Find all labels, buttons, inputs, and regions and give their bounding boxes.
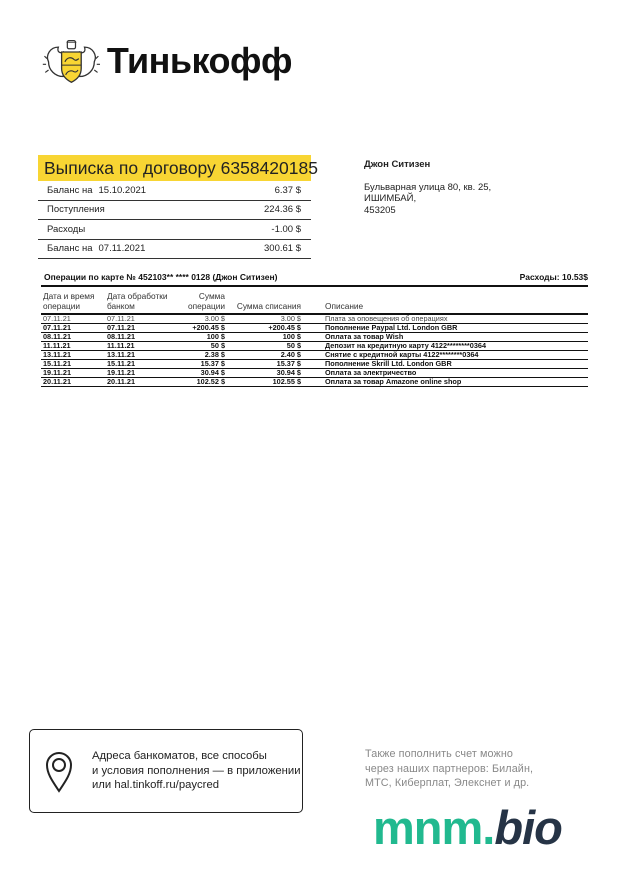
cell-op-date: 11.11.21 <box>41 342 105 351</box>
watermark-part2: bio <box>494 801 562 854</box>
cell-description: Пополнение Skrill Ltd. London GBR <box>303 360 588 369</box>
col-bank-date: Дата обработки банком <box>105 286 183 314</box>
summary-label: Баланс на <box>47 243 93 255</box>
summary-row-income <box>38 201 311 221</box>
atm-info-box <box>29 729 303 813</box>
col-description: Описание <box>303 286 588 314</box>
summary-date: 15.10.2021 <box>98 184 147 196</box>
partners-line1: Также пополнить счет можно <box>365 748 513 760</box>
summary-value: 6.37 $ <box>274 184 301 196</box>
cell-debit-amount: 30.94 $ <box>227 369 303 378</box>
summary-row-opening-balance <box>38 181 311 201</box>
brand-name: Тинькофф <box>106 40 292 81</box>
cell-op-amount: 102.52 $ <box>183 378 227 387</box>
table-header-row <box>41 286 588 314</box>
cell-op-date: 07.11.21 <box>41 314 105 324</box>
cell-description: Плата за оповещения об операциях <box>303 314 588 324</box>
col-debit-amount: Сумма списания <box>227 286 303 314</box>
cell-op-amount: +200.45 $ <box>183 324 227 333</box>
summary-label: Поступления <box>47 204 105 216</box>
partners-line2: через наших партнеров: Билайн, <box>365 762 534 775</box>
map-pin-icon <box>44 749 74 793</box>
client-address-line2: ИШИМБАЙ, <box>364 193 417 204</box>
client-address-line1: Бульварная улица 80, кв. 25, <box>364 181 492 193</box>
cell-debit-amount: 15.37 $ <box>227 360 303 369</box>
client-info <box>364 159 564 216</box>
cell-bank-date: 07.11.21 <box>105 314 183 324</box>
table-row <box>41 378 588 387</box>
cell-op-date: 15.11.21 <box>41 360 105 369</box>
tinkoff-shield-emblem-icon <box>42 32 101 90</box>
cell-op-amount: 50 $ <box>183 342 227 351</box>
cell-bank-date: 20.11.21 <box>105 378 183 387</box>
operations-header <box>44 272 588 282</box>
summary-value: 300.61 $ <box>264 243 301 255</box>
operations-title: Операции по карте № 452103** **** 0128 (Джон Ситизен) <box>44 272 278 282</box>
client-postcode: 453205 <box>364 204 396 216</box>
cell-debit-amount: +200.45 $ <box>227 324 303 333</box>
watermark <box>373 800 562 856</box>
info-line3-link: или hal.tinkoff.ru/paycred <box>92 779 220 792</box>
cell-description: Оплата за товар Amazone online shop <box>303 378 588 387</box>
summary-date: 07.11.2021 <box>98 243 146 255</box>
info-line1: Адреса банкоматов, все способы <box>92 750 267 763</box>
cell-op-amount: 3.00 $ <box>183 314 227 324</box>
cell-description: Пополнение Paypal Ltd. London GBR <box>303 324 588 333</box>
cell-bank-date: 08.11.21 <box>105 333 183 342</box>
summary-row-closing-balance <box>38 240 311 260</box>
partners-note <box>365 747 545 791</box>
cell-op-amount: 100 $ <box>183 333 227 342</box>
operations-expenses-total: Расходы: 10.53$ <box>519 272 588 282</box>
cell-op-amount: 15.37 $ <box>183 360 227 369</box>
tinkoff-logo <box>42 32 292 90</box>
cell-op-date: 07.11.21 <box>41 324 105 333</box>
operations-table <box>41 285 588 387</box>
cell-debit-amount: 100 $ <box>227 333 303 342</box>
statement-summary <box>38 155 318 259</box>
cell-debit-amount: 102.55 $ <box>227 378 303 387</box>
cell-description: Оплата за товар Wish <box>303 333 588 342</box>
cell-bank-date: 07.11.21 <box>105 324 183 333</box>
cell-description: Депозит на кредитную карту 4122********0364 <box>303 342 588 351</box>
partners-line3: МТС, Киберплат, Элекснет и др. <box>365 777 530 789</box>
summary-label: Расходы <box>47 223 86 235</box>
cell-op-date: 19.11.21 <box>41 369 105 378</box>
info-line2: и условия пополнения — в приложении <box>92 764 301 777</box>
cell-description: Оплата за электричество <box>303 369 588 378</box>
cell-op-date: 08.11.21 <box>41 333 105 342</box>
cell-debit-amount: 3.00 $ <box>227 314 303 324</box>
summary-value: 224.36 $ <box>264 204 301 216</box>
col-operation-amount: Сумма операции <box>183 286 227 314</box>
summary-row-expenses <box>38 220 311 240</box>
watermark-part1: mnm. <box>373 801 495 854</box>
cell-bank-date: 13.11.21 <box>105 351 183 360</box>
statement-title: Выписка по договору 6358420185 <box>38 155 311 181</box>
cell-op-amount: 30.94 $ <box>183 369 227 378</box>
cell-op-date: 20.11.21 <box>41 378 105 387</box>
cell-description: Снятие с кредитной карты 4122********0364 <box>303 351 588 360</box>
cell-bank-date: 15.11.21 <box>105 360 183 369</box>
col-operation-date: Дата и время операции <box>41 286 105 314</box>
cell-bank-date: 11.11.21 <box>105 342 183 351</box>
client-name: Джон Ситизен <box>364 159 431 170</box>
cell-op-date: 13.11.21 <box>41 351 105 360</box>
summary-value: -1.00 $ <box>271 223 301 235</box>
cell-debit-amount: 2.40 $ <box>227 351 303 360</box>
summary-label: Баланс на <box>47 184 93 196</box>
cell-bank-date: 19.11.21 <box>105 369 183 378</box>
cell-debit-amount: 50 $ <box>227 342 303 351</box>
cell-op-amount: 2.38 $ <box>183 351 227 360</box>
